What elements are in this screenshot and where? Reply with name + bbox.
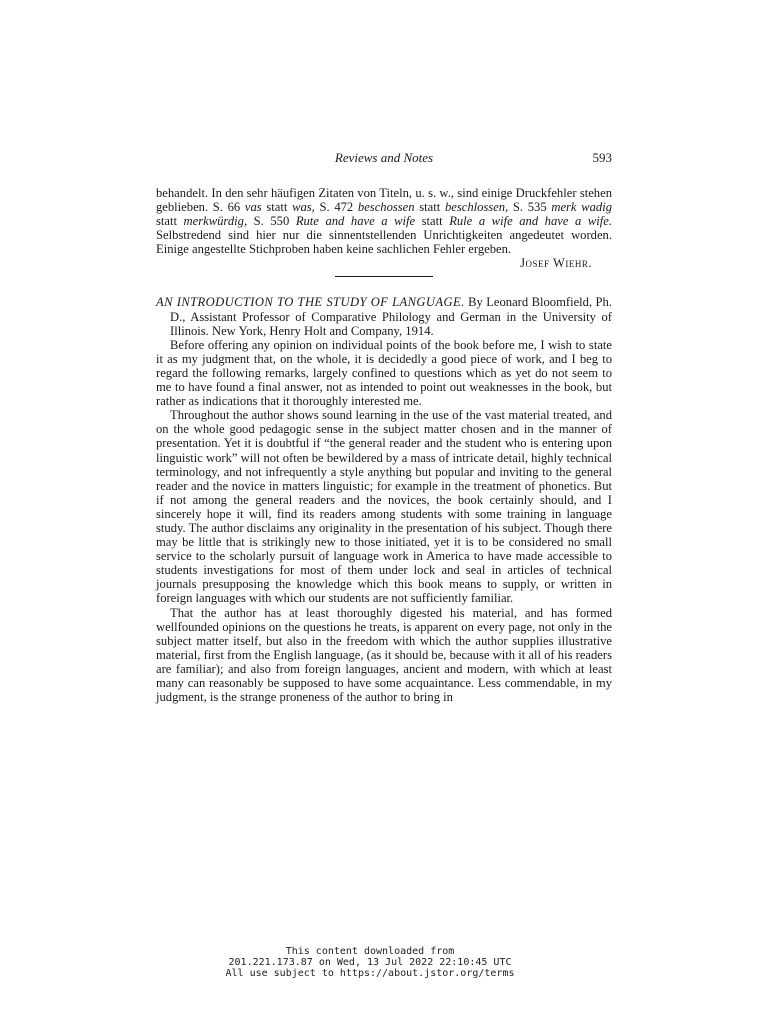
journal-page [156,150,612,704]
text-run: S. 550 [247,214,296,229]
italic-run: beschlossen, [444,200,509,215]
book-citation: By Leonard Bloomfield, Ph. D., Assistant Professor of Comparative Philology and German in the University of Illinois. New York, Henry Holt and Company, 1914. [170,295,612,338]
italic-run: vas [244,200,262,215]
download-notice [200,946,540,979]
reviewer-signature [156,256,612,270]
italic-run: Rule a wife and have a wife. [449,214,612,229]
review-paragraph-1: Before offering any opinion on individual points of the book before me, I wish to state it as my judgment that, on the whole, it is decidedly a good piece of work, and I beg to regard the following remarks, largely confined to questions which as yet do not seem to me to have found a final answer, not as intended to point out weaknesses in the book, but rather as indications that it thoroughly interested me. [156,337,612,409]
italic-run: merkwürdig, [183,214,248,229]
review-paragraph-2: Throughout the author shows sound learning in the use of the vast material treated, and on the whole good pedagogic sense in the subject matter chosen and in the manner of presentation. Yet it is doubtful if “the general reader and the student who is entering upon linguistic work” will not often be bewildered by a mass of intricate detail, highly technical terminology, and not infrequently a style anything but popular and inviting to the general reader and the novice in matters linguistic; for example in the treatment of phonetics. But if not among the general readers and the novices, the book certainly should, and I sincerely hope it will, find its readers among students with some training in language study. The author disclaims any originality in the presentation of his subject. Though there may be little that is strikingly new to those initiated, yet it is to be considered no small service to the scholarly pursuit of language work in America to have made accessible to students investigations for most of them under lock and seal in articles of technical journals presupposing the knowledge which this book means to supply, or written in foreign languages with which our students are not sufficiently familiar. [156,408,612,606]
text-run: statt [261,200,293,215]
text-run: S. 535 [508,200,552,215]
text-run: behandelt. In den sehr häufigen Zitaten von Titeln, u. s. w., sind einige Druckfehler stehen geblieben. S. 66 [156,186,612,215]
terms-link[interactable]: All use subject to https://about.jstor.org/terms [225,968,515,979]
running-head-title: Reviews and Notes [334,150,434,165]
book-title: AN INTRODUCTION TO THE STUDY OF LANGUAGE. [156,295,465,310]
italic-run: Rute and have a wife [295,214,416,229]
download-notice-line: 201.221.173.87 on Wed, 13 Jul 2022 22:10:45 UTC [228,957,512,968]
text-run: statt [156,214,184,229]
italic-run: beschossen [357,200,415,215]
text-run: statt [414,200,445,215]
text-run: S. 472 [314,200,358,215]
previous-review-closing-paragraph [156,186,612,256]
signature-text: Josef Wiehr. [520,256,592,271]
text-run: statt [415,214,450,229]
section-divider [335,276,433,277]
review-heading [156,295,612,337]
text-run: Selbstredend sind hier nur die sinnentstellenden Unrichtigkeiten angedeutet worden. Einige angestellte Stichproben haben keine sachlichen Fehler ergeben. [156,228,612,257]
page-number: 593 [592,150,612,165]
italic-run: merk wadig [551,200,612,215]
review-paragraph-3: That the author has at least thoroughly digested his material, and has formed wellfounded opinions on the questions he treats, is apparent on every page, not only in the subject matter itself, but also in the freedom with which the author supplies illustrative material, first from the English language, (as it should be, because with it all of his readers are familiar); and also from foreign languages, ancient and modern, with which at least many can reasonably be supposed to have some acquaintance. Less commendable, in my judgment, is the strange proneness of the author to bring in [156,605,612,705]
italic-run: was, [292,200,315,215]
running-head [156,150,612,170]
download-notice-line: This content downloaded from [285,946,455,957]
